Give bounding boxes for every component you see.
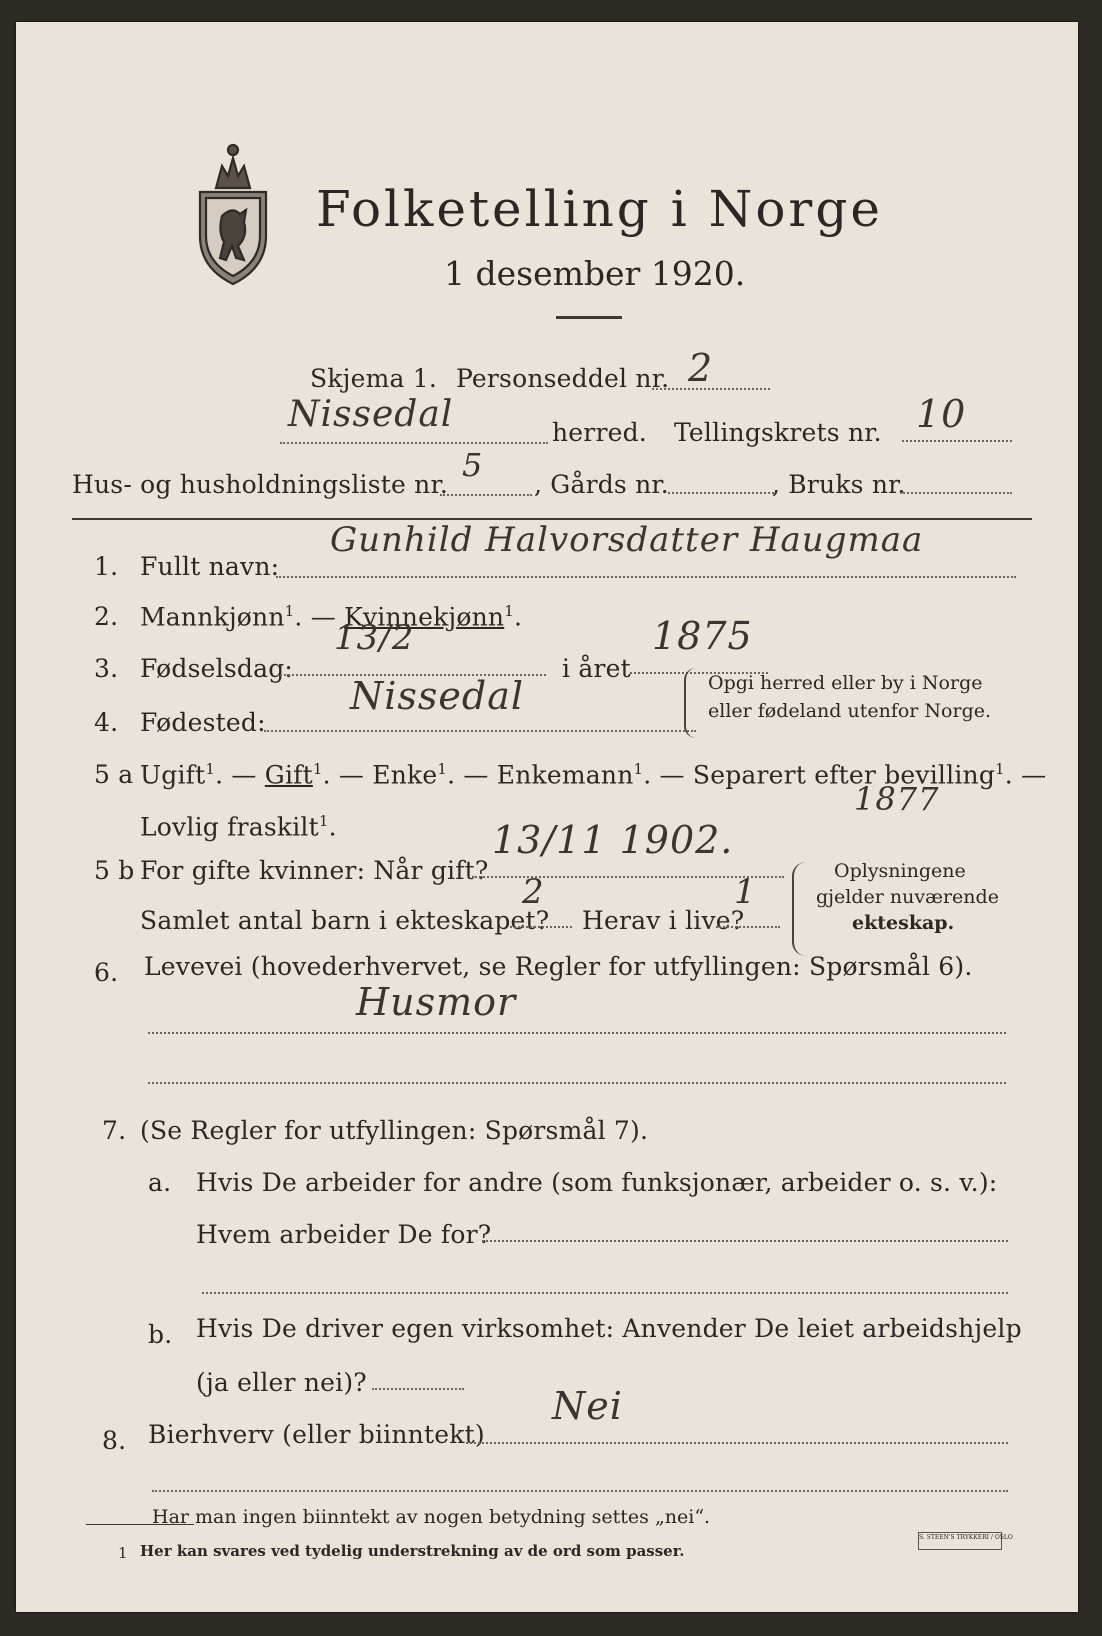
full-name-value: Gunhild Halvorsdatter Haugmaa: [330, 520, 924, 560]
dash: . —: [322, 760, 365, 790]
birthyear-value: 1875: [652, 614, 753, 658]
gift-option[interactable]: Gift: [264, 760, 313, 790]
herred-field[interactable]: [280, 442, 548, 444]
occupation-field-2[interactable]: [148, 1082, 1006, 1084]
sup: 1: [995, 760, 1005, 778]
q4-label: Fødested:: [140, 708, 266, 737]
gards-field[interactable]: [668, 492, 774, 494]
female-option[interactable]: Kvinnekjønn: [344, 602, 505, 632]
side-income-field-2[interactable]: [152, 1490, 1008, 1492]
q1-number: 1.: [94, 552, 119, 581]
gards-label: , Gårds nr.: [534, 470, 669, 499]
norwegian-coat-of-arms-icon: [192, 136, 274, 288]
gender-options[interactable]: Mannkjønn$^1$. — Kvinnekjønn$^1$.: [140, 602, 523, 632]
q7-label: (Se Regler for utfyllingen: Spørsmål 7).: [140, 1116, 649, 1145]
birthdate-value: 13/2: [334, 618, 415, 658]
birthplace-note-line2: eller fødeland utenfor Norge.: [708, 700, 992, 722]
separert-option[interactable]: Separert efter bevilling: [692, 760, 996, 790]
q7b-letter: b.: [148, 1320, 173, 1349]
alive-value: 1: [734, 872, 757, 912]
q7b-text: Hvis De driver egen virksomhet: Anvender De leiet arbeidshjelp: [196, 1314, 1022, 1343]
lovlig-label: Lovlig fraskilt: [140, 812, 319, 842]
q2-number: 2.: [94, 602, 119, 631]
marriage-note-line3: ekteskap.: [852, 912, 955, 934]
q7b-question: (ja eller nei)?: [196, 1368, 367, 1397]
sup: 1: [318, 812, 329, 830]
sup: 1: [205, 760, 216, 778]
alive-field[interactable]: [716, 926, 780, 928]
sup: 1: [437, 760, 448, 778]
q4-number: 4.: [94, 708, 119, 737]
ugift-option[interactable]: Ugift: [140, 760, 206, 790]
marriage-note-line1: Oplysningene: [834, 860, 966, 882]
lovlig-fraskilt-option[interactable]: Lovlig fraskilt$^1$.: [140, 812, 337, 842]
children-value: 2: [522, 872, 545, 912]
employer-field-2[interactable]: [202, 1292, 1008, 1294]
q3-label: Fødselsdag:: [140, 654, 294, 683]
year-label: i året: [562, 654, 631, 683]
husliste-field[interactable]: [440, 494, 532, 496]
marriage-note-brace: [792, 862, 816, 956]
q3-number: 3.: [94, 654, 119, 683]
footnote-divider: [86, 1524, 194, 1525]
q8-label: Bierhverv (eller biinntekt): [148, 1420, 485, 1449]
gender-separator: . —: [294, 602, 336, 632]
title-divider: [556, 316, 622, 319]
q7a-question: Hvem arbeider De for?: [196, 1220, 492, 1249]
form-title: Folketelling i Norge: [316, 180, 883, 238]
dash: . —: [215, 760, 257, 790]
schema-label: Skjema 1.: [310, 364, 438, 393]
bruks-label: , Bruks nr.: [772, 470, 906, 499]
q5b-label: For gifte kvinner: Når gift?: [140, 856, 489, 885]
q7a-letter: a.: [148, 1168, 172, 1197]
birthplace-note-line1: Opgi herred eller by i Norge: [708, 672, 983, 694]
employer-field[interactable]: [482, 1240, 1008, 1242]
tellingskrets-value: 10: [916, 392, 967, 436]
occupation-field[interactable]: [148, 1032, 1006, 1034]
birthplace-note-brace: [684, 668, 710, 738]
printer-stamp: S. STEEN'S TRYKKERI / OSLO: [918, 1532, 1002, 1550]
hired-help-field[interactable]: [372, 1388, 464, 1390]
dash: . —: [643, 760, 685, 790]
birthplace-field[interactable]: [264, 730, 696, 732]
alive-label: Herav i live?: [582, 906, 745, 935]
enke-option[interactable]: Enke: [372, 760, 438, 790]
birthplace-value: Nissedal: [350, 674, 525, 718]
footnote-text: Her kan svares ved tydelig understrekning av de ord som passer.: [140, 1542, 685, 1560]
occupation-value: Husmor: [356, 980, 517, 1024]
dash: . —: [447, 760, 489, 790]
q5b-number: 5 b: [94, 856, 135, 885]
male-option[interactable]: Mannkjønn: [140, 602, 285, 632]
husliste-label: Hus- og husholdningsliste nr.: [72, 470, 449, 499]
full-name-field[interactable]: [276, 576, 1016, 578]
marriage-extra-note: 1877: [854, 780, 940, 818]
enkemann-option[interactable]: Enkemann: [496, 760, 634, 790]
q6-label: Levevei (hovederhvervet, se Regler for utfyllingen: Spørsmål 6).: [144, 952, 973, 981]
census-date: 1 desember 1920.: [444, 254, 746, 293]
tellingskrets-label: Tellingskrets nr.: [674, 418, 882, 447]
children-field[interactable]: [510, 926, 572, 928]
personseddel-label: Personseddel nr.: [456, 364, 670, 393]
marriage-note-line2: gjelder nuværende: [816, 886, 999, 908]
footnote-number: 1: [118, 1544, 128, 1562]
sup: 1: [633, 760, 644, 778]
tellingskrets-field[interactable]: [902, 440, 1012, 442]
q5a-number: 5 a: [94, 760, 134, 789]
dash: . —: [1004, 760, 1047, 790]
census-form-page: [16, 22, 1078, 1612]
side-income-value: Nei: [552, 1384, 623, 1428]
q7a-text: Hvis De arbeider for andre (som funksjonær, arbeider o. s. v.):: [196, 1168, 998, 1197]
q7-number: 7.: [102, 1116, 127, 1145]
personseddel-value: 2: [688, 346, 714, 390]
children-label: Samlet antal barn i ekteskapet?: [140, 906, 550, 935]
husliste-value: 5: [462, 446, 484, 484]
bruks-field[interactable]: [900, 492, 1012, 494]
q6-number: 6.: [94, 958, 119, 987]
side-income-field[interactable]: [466, 1442, 1008, 1444]
footer-note: Har man ingen biinntekt av nogen betydning settes „nei“.: [152, 1506, 711, 1528]
q1-label: Fullt navn:: [140, 552, 280, 581]
gender-end: .: [513, 602, 523, 632]
herred-label: herred.: [552, 418, 647, 447]
q8-number: 8.: [102, 1426, 127, 1455]
marriage-date-value: 13/11 1902.: [492, 818, 734, 862]
sup: 1: [312, 760, 323, 778]
herred-value: Nissedal: [288, 394, 454, 435]
